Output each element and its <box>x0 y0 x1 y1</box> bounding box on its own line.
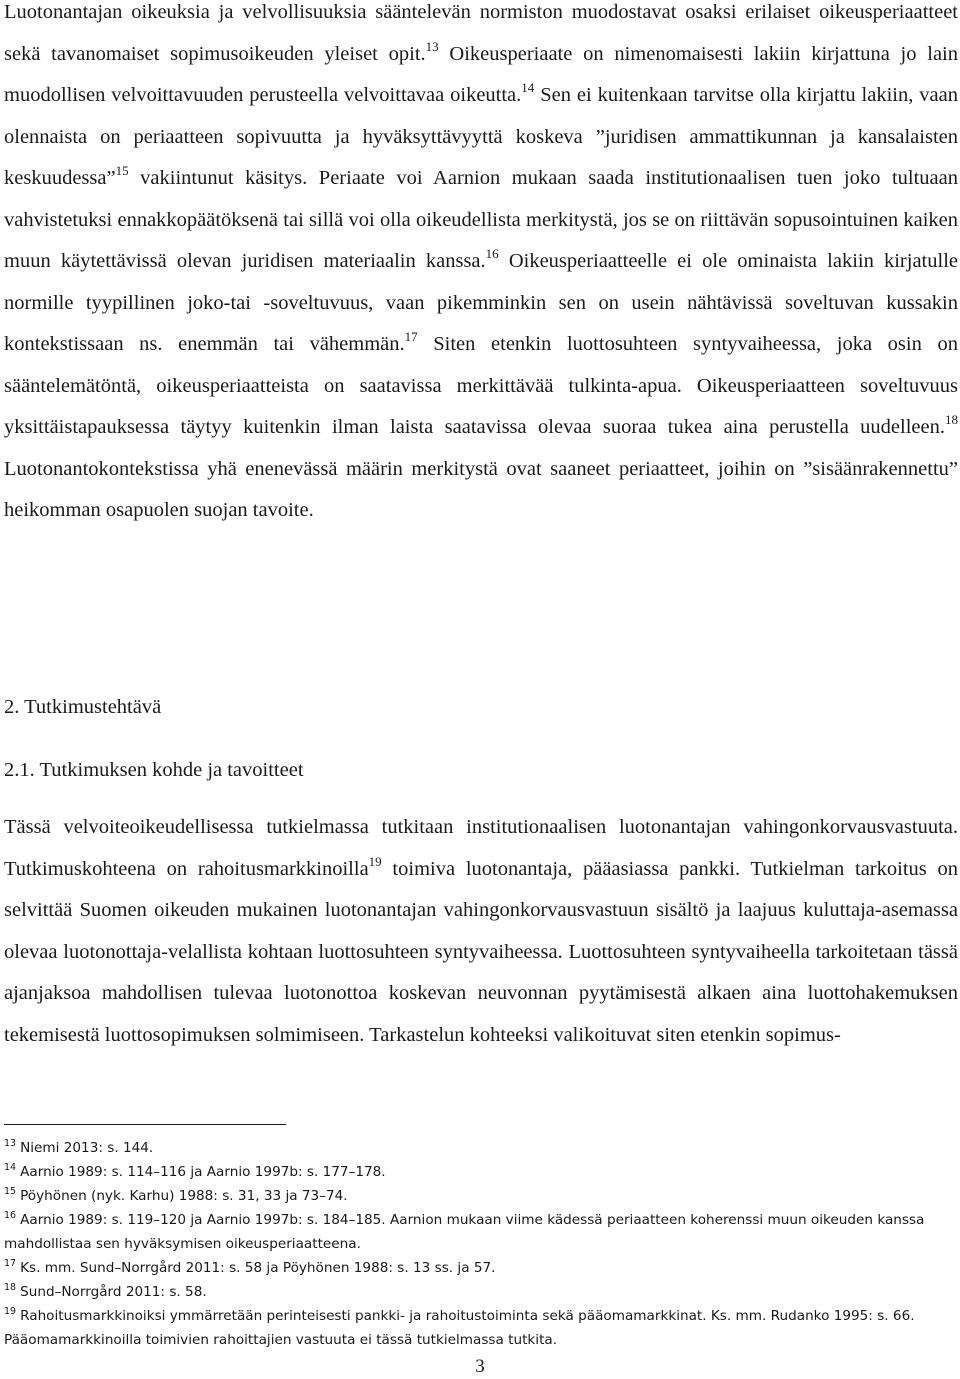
footnote-text: Pöyhönen (nyk. Karhu) 1988: s. 31, 33 ja 73–74. <box>20 1188 348 1204</box>
footnote-number: 15 <box>4 1186 17 1197</box>
sentence: Oikeusperiaatteelle ei ole ominaista lakiin kirjatulle normille tyypillinen joko-tai -soveltuvuus, vaan pikemminkin sen on usein nähtävissä soveltuvan kussakin kontekstissaan ns. enemmän tai vähemmän. <box>4 250 958 355</box>
footnote-text: Niemi 2013: s. 144. <box>20 1140 154 1156</box>
footnote-ref-19[interactable]: 19 <box>368 853 382 869</box>
sentence: Oikeusperiaate on nimenomaisesti lakiin kirjattuna jo lain muodollisen velvoittavuuden perusteella velvoittavaa oikeutta. <box>4 42 958 106</box>
footnote-number: 13 <box>4 1138 17 1149</box>
sentence: Siten etenkin luottosuhteen syntyvaiheessa, joka osin on sääntelemätöntä, oikeusperiaatteista on saatavissa merkittävää tulkinta-apua. Oikeusperiaatteen soveltuvuus yksittäistapauksessa täytyy kuitenkin ilman laista saatavissa olevaa suoraa tukea aina perustella uudelleen. <box>4 333 958 438</box>
footnote-number: 16 <box>4 1210 17 1221</box>
footnote-number: 14 <box>4 1162 17 1173</box>
paragraph-legal-principles <box>4 0 958 532</box>
footnote-item <box>4 1280 958 1304</box>
footnote-text: Sund–Norrgård 2011: s. 58. <box>20 1284 207 1300</box>
paragraph-research-subject <box>4 807 958 1056</box>
footnote-item <box>4 1160 958 1184</box>
footnote-ref-17[interactable]: 17 <box>404 329 418 344</box>
sentence: Tässä velvoiteoikeudellisessa tutkielmassa tutkitaan institutionaalisen luotonantajan vahingonkorvausvastuuta. Tutkimuskohteena on rahoitusmarkkinoilla <box>4 816 958 880</box>
page-number: 3 <box>475 1356 485 1377</box>
footnotes-list <box>4 1136 958 1352</box>
footnote-item <box>4 1256 958 1280</box>
footnote-text: Aarnio 1989: s. 114–116 ja Aarnio 1997b: s. 177–178. <box>20 1164 386 1180</box>
footnote-number: 17 <box>4 1258 17 1269</box>
footnote-item <box>4 1136 958 1160</box>
footnote-ref-14[interactable]: 14 <box>521 80 535 95</box>
footnote-item <box>4 1208 958 1256</box>
sentence: Sen ei kuitenkaan tarvitse olla kirjattu lakiin, vaan olennaista on periaatteen sopivuutta ja hyväksyttävyyttä koskeva ”juridisen ammattikunnan ja kansalaisten keskuudessa” <box>4 84 958 189</box>
footnote-text: Aarnio 1989: s. 119–120 ja Aarnio 1997b: s. 184–185. Aarnion mukaan viime kädessä periaatteen koherenssi muun oikeuden kanssa mahdollistaa sen hyväksymisen oikeusperiaatteena. <box>4 1212 925 1252</box>
sentence: toimiva luotonantaja, pääasiassa pankki. Tutkielman tarkoitus on selvittää Suomen oikeuden mukainen luotonantajan vahingonkorvausvastuun sisältö ja laajuus kuluttaja-asemassa olevaa luotonottaja-velallista kohtaan luottosuhteen syntyvaiheessa. Luottosuhteen syntyvaiheella tarkoitetaan tässä ajanjaksoa mahdollisen tulevaa luotonottoa koskevan neuvonnan pyytämisestä alkaen aina luottohakemuksen tekemisestä luottosopimuksen solmimiseen. Tarkastelun kohteeksi valikoituvat siten etenkin sopimus- <box>4 857 958 1046</box>
footnote-ref-15[interactable]: 15 <box>115 163 129 178</box>
footnote-separator <box>4 1124 286 1125</box>
footnote-item <box>4 1184 958 1208</box>
sentence: vakiintunut käsitys. Periaate voi Aarnion mukaan saada institutionaalisen tuen joko tultuaan vahvistetuksi ennakkopäätöksenä tai sillä voi olla oikeudellista merkitystä, jos se on riittävän sopusointuinen kaiken muun käytettävissä olevan juridisen materiaalin kanssa. <box>4 167 958 272</box>
footnote-ref-16[interactable]: 16 <box>485 246 499 261</box>
sentence: Luotonantajan oikeuksia ja velvollisuuksia sääntelevän normiston muodostavat osaksi erilaiset oikeusperiaatteet sekä tavanomaiset sopimusoikeuden yleiset opit. <box>4 1 958 65</box>
footnote-ref-18[interactable]: 18 <box>945 412 958 427</box>
sentence: Luotonantokontekstissa yhä enenevässä määrin merkitystä ovat saaneet periaatteet, joihin on ”sisäänrakennettu” heikomman osapuolen suojan tavoite. <box>4 457 958 521</box>
section-heading: 2. Tutkimustehtävä <box>4 696 162 718</box>
footnote-ref-13[interactable]: 13 <box>425 38 439 54</box>
footnote-number: 18 <box>4 1282 17 1293</box>
footnote-number: 19 <box>4 1306 17 1317</box>
footnote-item <box>4 1304 958 1352</box>
footnote-text: Ks. mm. Sund–Norrgård 2011: s. 58 ja Pöyhönen 1988: s. 13 ss. ja 57. <box>20 1260 496 1276</box>
footnote-text: Rahoitusmarkkinoiksi ymmärretään perinteisesti pankki- ja rahoitustoiminta sekä pääomamarkkinat. Ks. mm. Rudanko 1995: s. 66. Pääomamarkkinoilla toimivien rahoittajien vastuuta ei tässä tutkielmassa tutkita. <box>4 1308 915 1348</box>
subsection-heading: 2.1. Tutkimuksen kohde ja tavoitteet <box>4 759 304 781</box>
